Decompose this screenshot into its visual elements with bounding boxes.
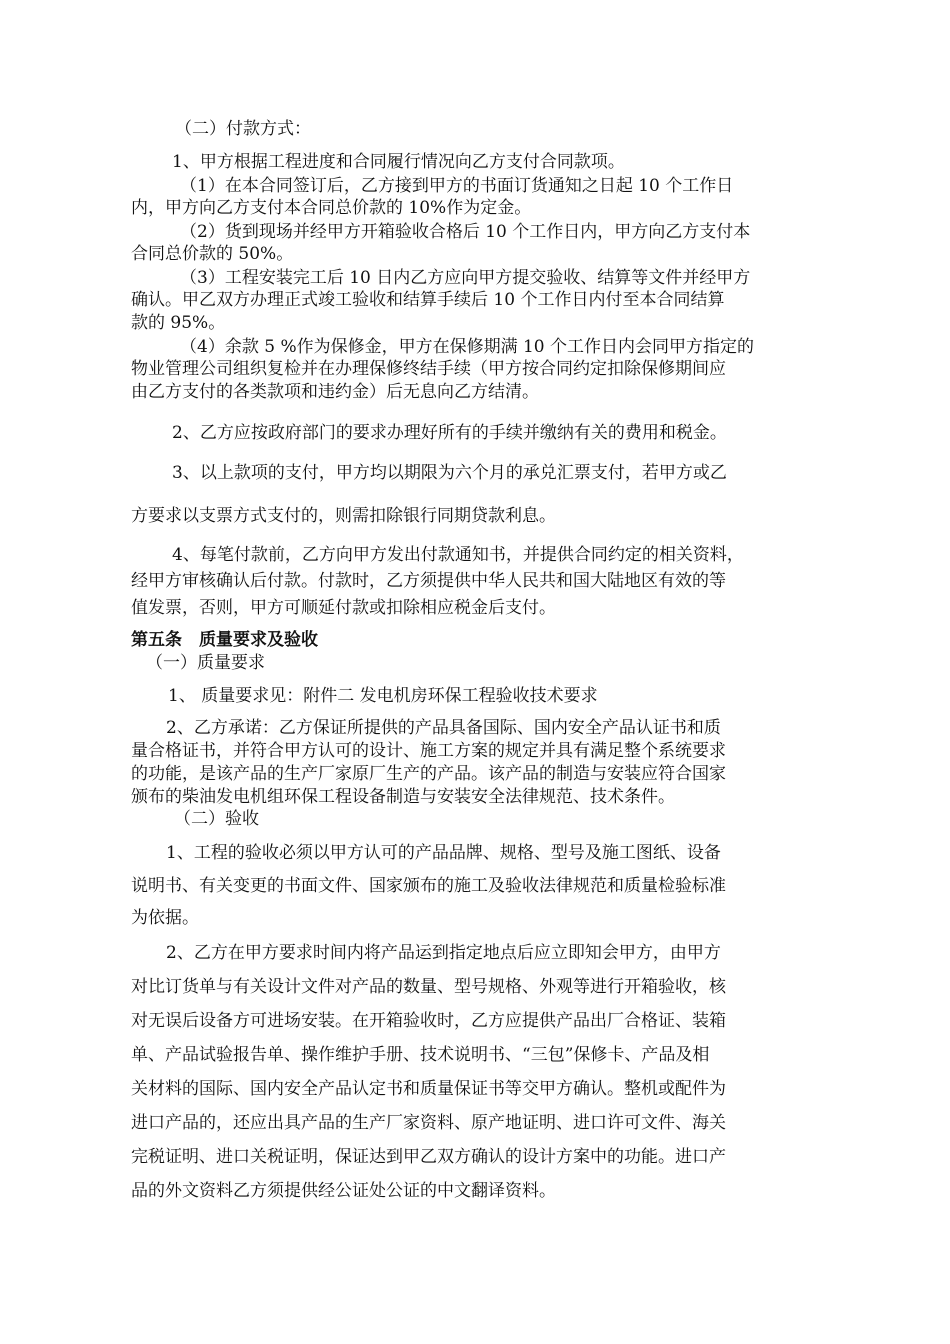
paragraph-line: 由乙方支付的各类款项和违约金）后无息向乙方结清。: [131, 382, 539, 402]
paragraph-line: （2）货到现场并经甲方开箱验收合格后 10 个工作日内，甲方向乙方支付本: [180, 222, 751, 242]
paragraph-line: 确认。甲乙双方办理正式竣工验收和结算手续后 10 个工作日内付至本合同结算: [131, 290, 725, 310]
paragraph-line: 进口产品的，还应出具产品的生产厂家资料、原产地证明、进口许可文件、海关: [131, 1113, 726, 1133]
paragraph-line: 3、以上款项的支付，甲方均以期限为六个月的承兑汇票支付，若甲方或乙: [172, 463, 727, 483]
paragraph-line: 方要求以支票方式支付的，则需扣除银行同期贷款利息。: [131, 506, 556, 526]
paragraph-line: 关材料的国际、国内安全产品认定书和质量保证书等交甲方确认。整机或配件为: [131, 1079, 726, 1099]
paragraph-line: 1、甲方根据工程进度和合同履行情况向乙方支付合同款项。: [172, 152, 625, 172]
paragraph-line: 合同总价款的 50%。: [131, 244, 294, 264]
paragraph-line: 值发票，否则，甲方可顺延付款或扣除相应税金后支付。: [131, 598, 556, 618]
paragraph-line: （3）工程安装完工后 10 日内乙方应向甲方提交验收、结算等文件并经甲方: [180, 268, 751, 288]
paragraph-line: 完税证明、进口关税证明，保证达到甲乙双方确认的设计方案中的功能。进口产: [131, 1147, 726, 1167]
subheading-quality-requirements: （一）质量要求: [146, 653, 265, 673]
paragraph-line: 对无误后设备方可进场安装。在开箱验收时，乙方应提供产品出厂合格证、装箱: [131, 1011, 726, 1031]
paragraph-line: 经甲方审核确认后付款。付款时，乙方须提供中华人民共和国大陆地区有效的等: [131, 571, 726, 591]
paragraph-line: 说明书、有关变更的书面文件、国家颁布的施工及验收法律规范和质量检验标准: [131, 876, 726, 896]
paragraph-line: 为依据。: [131, 908, 199, 928]
paragraph-line: 物业管理公司组织复检并在办理保修终结手续（甲方按合同约定扣除保修期间应: [131, 359, 726, 379]
paragraph-line: 量合格证书，并符合甲方认可的设计、施工方案的规定并具有满足整个系统要求: [131, 741, 726, 761]
paragraph-line: 2、乙方在甲方要求时间内将产品运到指定地点后应立即知会甲方，由甲方: [166, 943, 721, 963]
paragraph-line: 4、每笔付款前，乙方向甲方发出付款通知书，并提供合同约定的相关资料，: [172, 545, 744, 565]
subheading-payment-method: （二）付款方式：: [175, 119, 311, 139]
paragraph-line: 品的外文资料乙方须提供经公证处公证的中文翻译资料。: [131, 1181, 556, 1201]
section-heading: 第五条 质量要求及验收: [131, 630, 318, 650]
paragraph-line: 的功能，是该产品的生产厂家原厂生产的产品。该产品的制造与安装应符合国家: [131, 764, 726, 784]
paragraph-line: 单、产品试验报告单、操作维护手册、技术说明书、“三包”保修卡、产品及相: [131, 1045, 710, 1065]
paragraph-line: 1、工程的验收必须以甲方认可的产品品牌、规格、型号及施工图纸、设备: [166, 843, 721, 863]
paragraph-line: 颁布的柴油发电机组环保工程设备制造与安装安全法律规范、技术条件。: [131, 787, 675, 807]
paragraph-line: 2、乙方应按政府部门的要求办理好所有的手续并缴纳有关的费用和税金。: [172, 423, 727, 443]
subheading-acceptance: （二）验收: [174, 809, 259, 829]
paragraph-line: 款的 95%。: [131, 313, 226, 333]
paragraph-line: （4）余款 5 %作为保修金，甲方在保修期满 10 个工作日内会同甲方指定的: [180, 337, 755, 357]
paragraph-line: 内，甲方向乙方支付本合同总价款的 10%作为定金。: [131, 198, 532, 218]
paragraph-line: 2、乙方承诺：乙方保证所提供的产品具备国际、国内安全产品认证书和质: [166, 718, 721, 738]
paragraph-line: 1、 质量要求见：附件二 发电机房环保工程验收技术要求: [168, 686, 598, 706]
paragraph-line: 对比订货单与有关设计文件对产品的数量、型号规格、外观等进行开箱验收，核: [131, 977, 726, 997]
paragraph-line: （1）在本合同签订后，乙方接到甲方的书面订货通知之日起 10 个工作日: [180, 176, 734, 196]
